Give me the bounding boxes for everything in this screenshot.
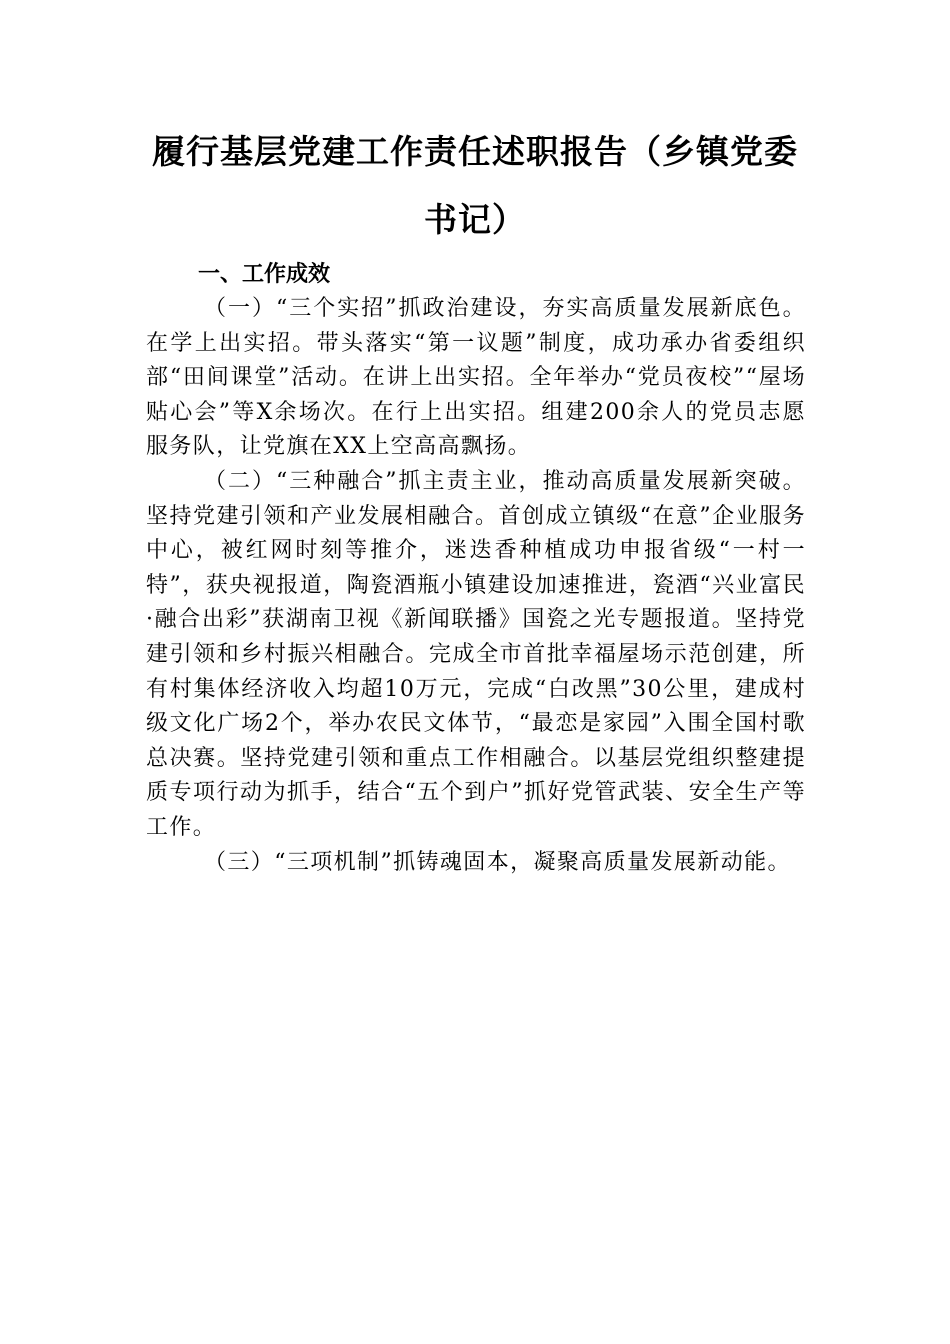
paragraph-political-building: （一）“三个实招”抓政治建设，夯实高质量发展新底色。在学上出实招。带头落实“第一议题”制度，成功承办省委组织部“田间课堂”活动。在讲上出实招。全年举办“党员夜校”“屋场贴心会”等X余场次。在行上出实招。组建200余人的党员志愿服务队，让党旗在XX上空高高飘扬。 <box>146 296 806 460</box>
document-body <box>146 258 806 880</box>
section-heading: 一、工作成效 <box>198 262 331 287</box>
paragraph-main-responsibility: （二）“三种融合”抓主责主业，推动高质量发展新突破。坚持党建引领和产业发展相融合。首创成立镇级“在意”企业服务中心，被红网时刻等推介，迷迭香种植成功申报省级“一村一特”，获央视报道，陶瓷酒瓶小镇建设加速推进，瓷酒“兴业富民·融合出彩”获湖南卫视《新闻联播》国瓷之光专题报道。坚持党建引领和乡村振兴相融合。完成全市首批幸福屋场示范创建，所有村集体经济收入均超10万元，完成“白改黑”30公里，建成村级文化广场2个，举办农民文体节，“最恋是家园”入围全国村歌总决赛。坚持党建引领和重点工作相融合。以基层党组织整建提质专项行动为抓手，结合“五个到户”抓好党管武装、安全生产等工作。 <box>146 468 806 840</box>
document-title: 履行基层党建工作责任述职报告（乡镇党委书记） <box>152 132 798 239</box>
paragraph-mechanisms: （三）“三项机制”抓铸魂固本，凝聚高质量发展新动能。 <box>204 849 791 875</box>
